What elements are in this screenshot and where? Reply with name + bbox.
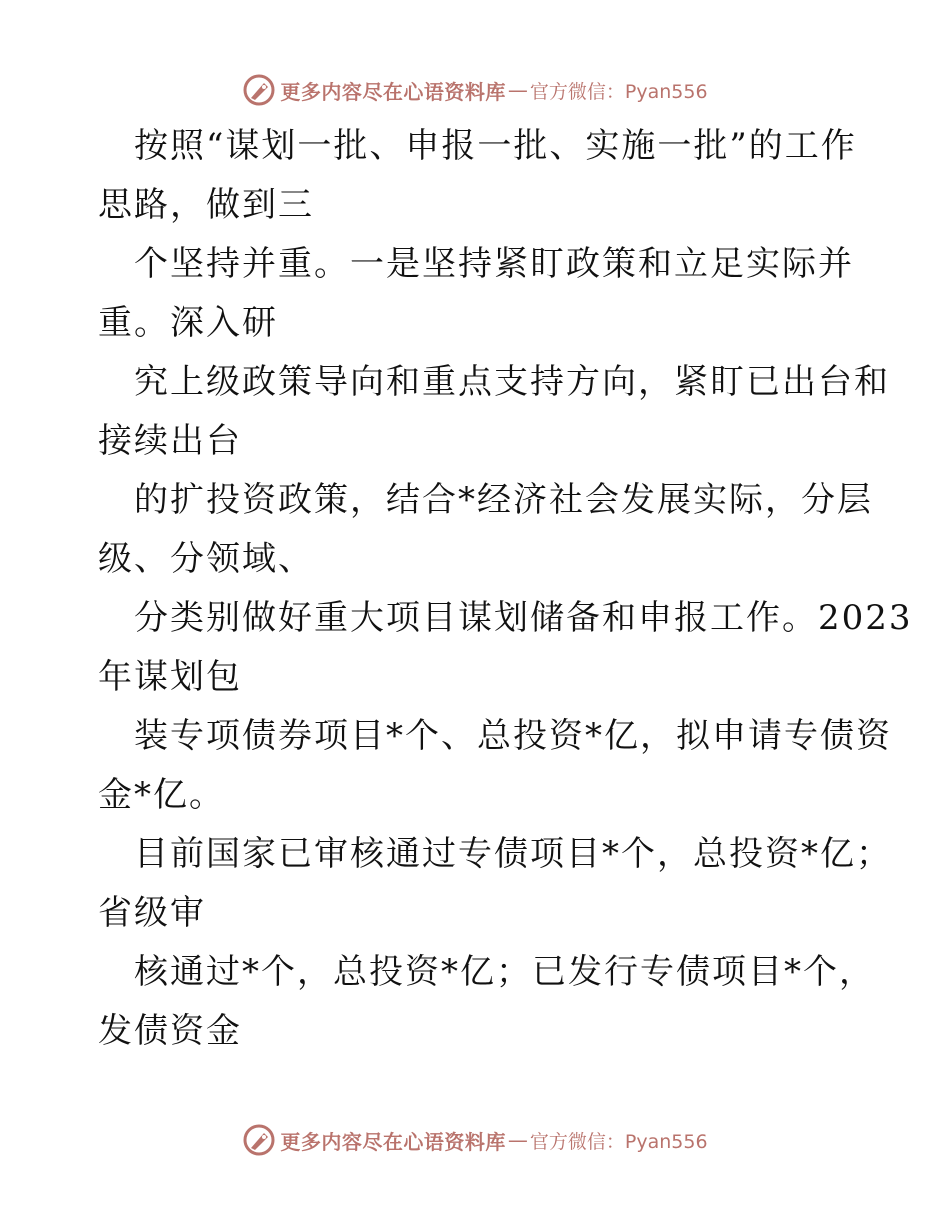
- body-line: 金*亿。: [98, 775, 225, 815]
- body-line: 核通过*个，总投资*亿；已发行专债项目*个，: [134, 952, 875, 992]
- pen-nib-logo-icon: [242, 73, 276, 107]
- body-line: 发债资金: [98, 1011, 242, 1051]
- body-line: 目前国家已审核通过专债项目*个，总投资*亿；: [134, 834, 892, 874]
- body-line: 思路，做到三: [98, 185, 314, 225]
- body-line: 省级审: [98, 893, 206, 933]
- body-line: 接续出台: [98, 421, 242, 461]
- footer-banner-text: 更多内容尽在心语资料库: [280, 1129, 506, 1154]
- footer-banner-wechat: 官方微信：Pyan556: [529, 1130, 708, 1153]
- body-line: 个坚持并重。一是坚持紧盯政策和立足实际并: [134, 244, 854, 284]
- body-line: 究上级政策导向和重点支持方向，紧盯已出台和: [134, 362, 890, 402]
- pen-nib-logo-icon: [242, 1123, 276, 1157]
- header-banner-separator: —: [507, 78, 528, 102]
- header-banner: [0, 70, 950, 110]
- header-banner-text: 更多内容尽在心语资料库: [280, 79, 506, 104]
- footer-banner-separator: —: [507, 1128, 528, 1152]
- document-body: [98, 117, 913, 1061]
- body-line: 重。深入研: [98, 303, 278, 343]
- body-line: 年谋划包: [98, 657, 242, 697]
- body-line: 分类别做好重大项目谋划储备和申报工作。2023: [134, 598, 913, 638]
- body-line: 级、分领域、: [98, 539, 314, 579]
- body-line: 装专项债券项目*个、总投资*亿，拟申请专债资: [134, 716, 892, 756]
- body-line: 的扩投资政策，结合*经济社会发展实际，分层: [134, 480, 873, 520]
- footer-banner: [0, 1120, 950, 1160]
- body-line: 按照“谋划一批、申报一批、实施一批”的工作: [134, 126, 857, 166]
- header-banner-wechat: 官方微信：Pyan556: [529, 80, 708, 103]
